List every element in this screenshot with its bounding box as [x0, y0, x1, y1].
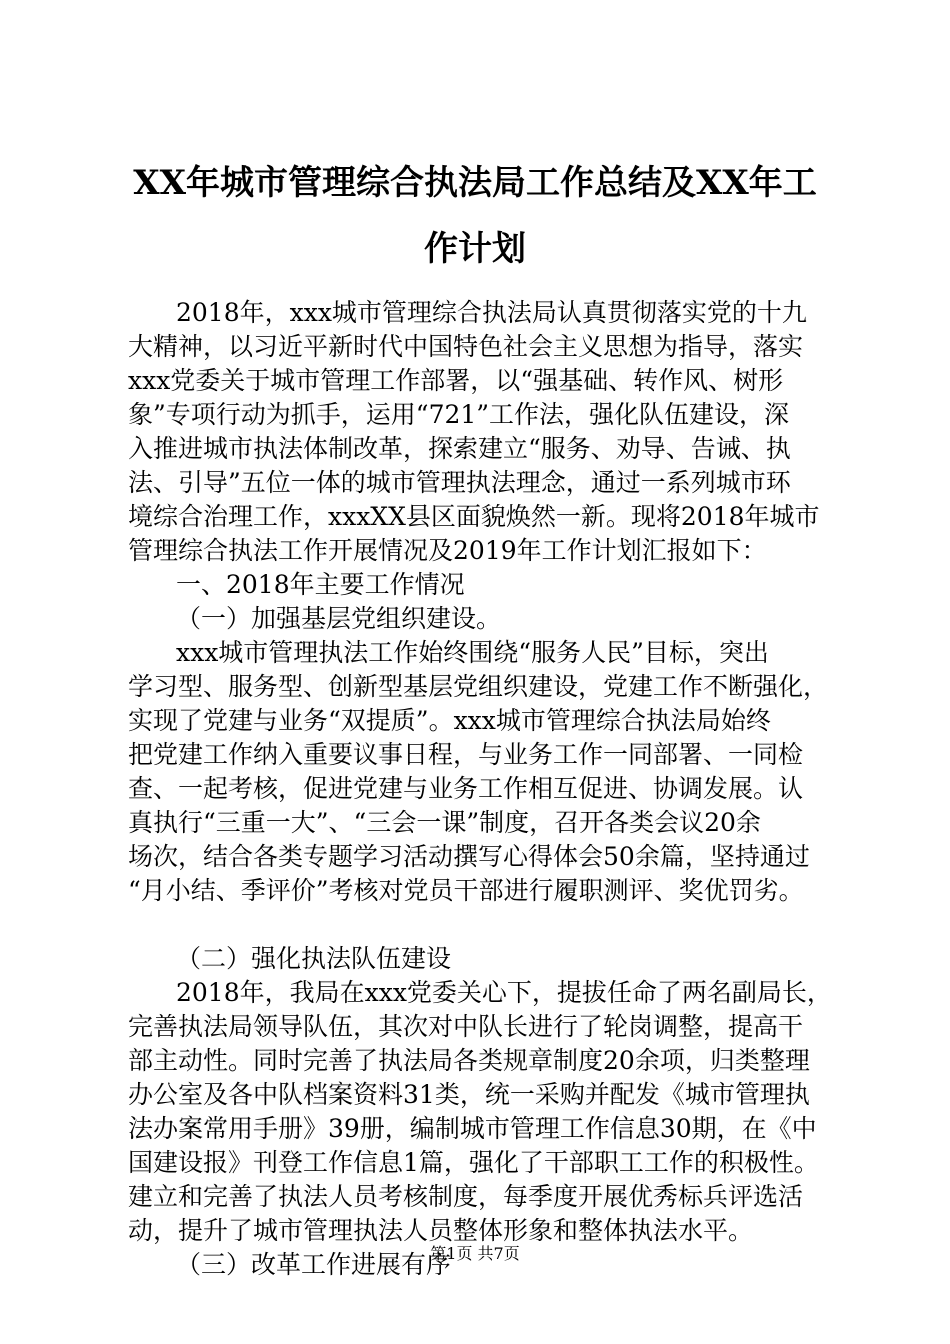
title-line: XX年城市管理综合执法局工作总结及XX年工 — [133, 163, 817, 203]
page-footer: 第1页 共7页 — [430, 1244, 520, 1263]
paragraph-line: 境综合治理工作，xxxXX县区面貌焕然一新。现将2018年城市 — [128, 502, 820, 531]
paragraph-line: 法、引导”五位一体的城市管理执法理念，通过一系列城市环 — [128, 468, 791, 497]
paragraph-line: 场次，结合各类专题学习活动撰写心得体会50余篇，坚持通过 — [128, 842, 810, 871]
paragraph-line: 完善执法局领导队伍，其次对中队长进行了轮岗调整，提高干 — [128, 1012, 804, 1041]
paragraph-line: 学习型、服务型、创新型基层党组织建设，党建工作不断强化， — [128, 672, 829, 701]
document-title — [110, 150, 840, 282]
paragraph-line: 部主动性。同时完善了执法局各类规章制度20余项，归类整理 — [128, 1046, 810, 1075]
paragraph-line: 动，提升了城市管理执法人员整体形象和整体执法水平。 — [128, 1216, 754, 1245]
paragraph-gap — [128, 908, 828, 942]
paragraph-line: 建立和完善了执法人员考核制度，每季度开展优秀标兵评选活 — [128, 1182, 804, 1211]
paragraph-line: 2018年，xxx城市管理综合执法局认真贯彻落实党的十九 — [176, 298, 807, 327]
subsection-heading: （一）加强基层党组织建设。 — [176, 604, 502, 633]
paragraph-line: “月小结、季评价”考核对党员干部进行履职测评、奖优罚劣。 — [128, 876, 804, 905]
paragraph-line: 把党建工作纳入重要议事日程，与业务工作一同部署、一同检 — [128, 740, 804, 769]
subsection-heading: （二）强化执法队伍建设 — [176, 944, 452, 973]
paragraph-line: 真执行“三重一大”、“三会一课”制度，召开各类会议20余 — [128, 808, 761, 837]
section-heading: 一、2018年主要工作情况 — [176, 570, 465, 599]
paragraph-line: xxx党委关于城市管理工作部署，以“强基础、转作风、树形 — [128, 366, 784, 395]
paragraph-line: 办公室及各中队档案资料31类，统一采购并配发《城市管理执 — [128, 1080, 810, 1109]
paragraph-line: xxx城市管理执法工作始终围绕“服务人民”目标，突出 — [176, 638, 769, 667]
paragraph-line: 管理综合执法工作开展情况及2019年工作计划汇报如下： — [128, 536, 767, 565]
paragraph-line: 象”专项行动为抓手，运用“721”工作法，强化队伍建设，深 — [128, 400, 790, 429]
paragraph-line: 查、一起考核，促进党建与业务工作相互促进、协调发展。认 — [128, 774, 804, 803]
title-line: 作计划 — [424, 229, 526, 269]
paragraph-line: 实现了党建与业务“双提质”。xxx城市管理综合执法局始终 — [128, 706, 771, 735]
paragraph-line: 入推进城市执法体制改革，探索建立“服务、劝导、告诫、执 — [128, 434, 791, 463]
paragraph-line: 2018年，我局在xxx党委关心下，提拔任命了两名副局长， — [176, 978, 832, 1007]
paragraph-line: 国建设报》刊登工作信息1篇，强化了干部职工工作的积极性。 — [128, 1148, 819, 1177]
paragraph-line: 法办案常用手册》39册，编制城市管理工作信息30期，在《中 — [128, 1114, 817, 1143]
subsection-heading: （三）改革工作进展有序 — [176, 1250, 452, 1279]
paragraph-line: 大精神，以习近平新时代中国特色社会主义思想为指导，落实 — [128, 332, 804, 361]
document-body — [128, 296, 832, 1282]
